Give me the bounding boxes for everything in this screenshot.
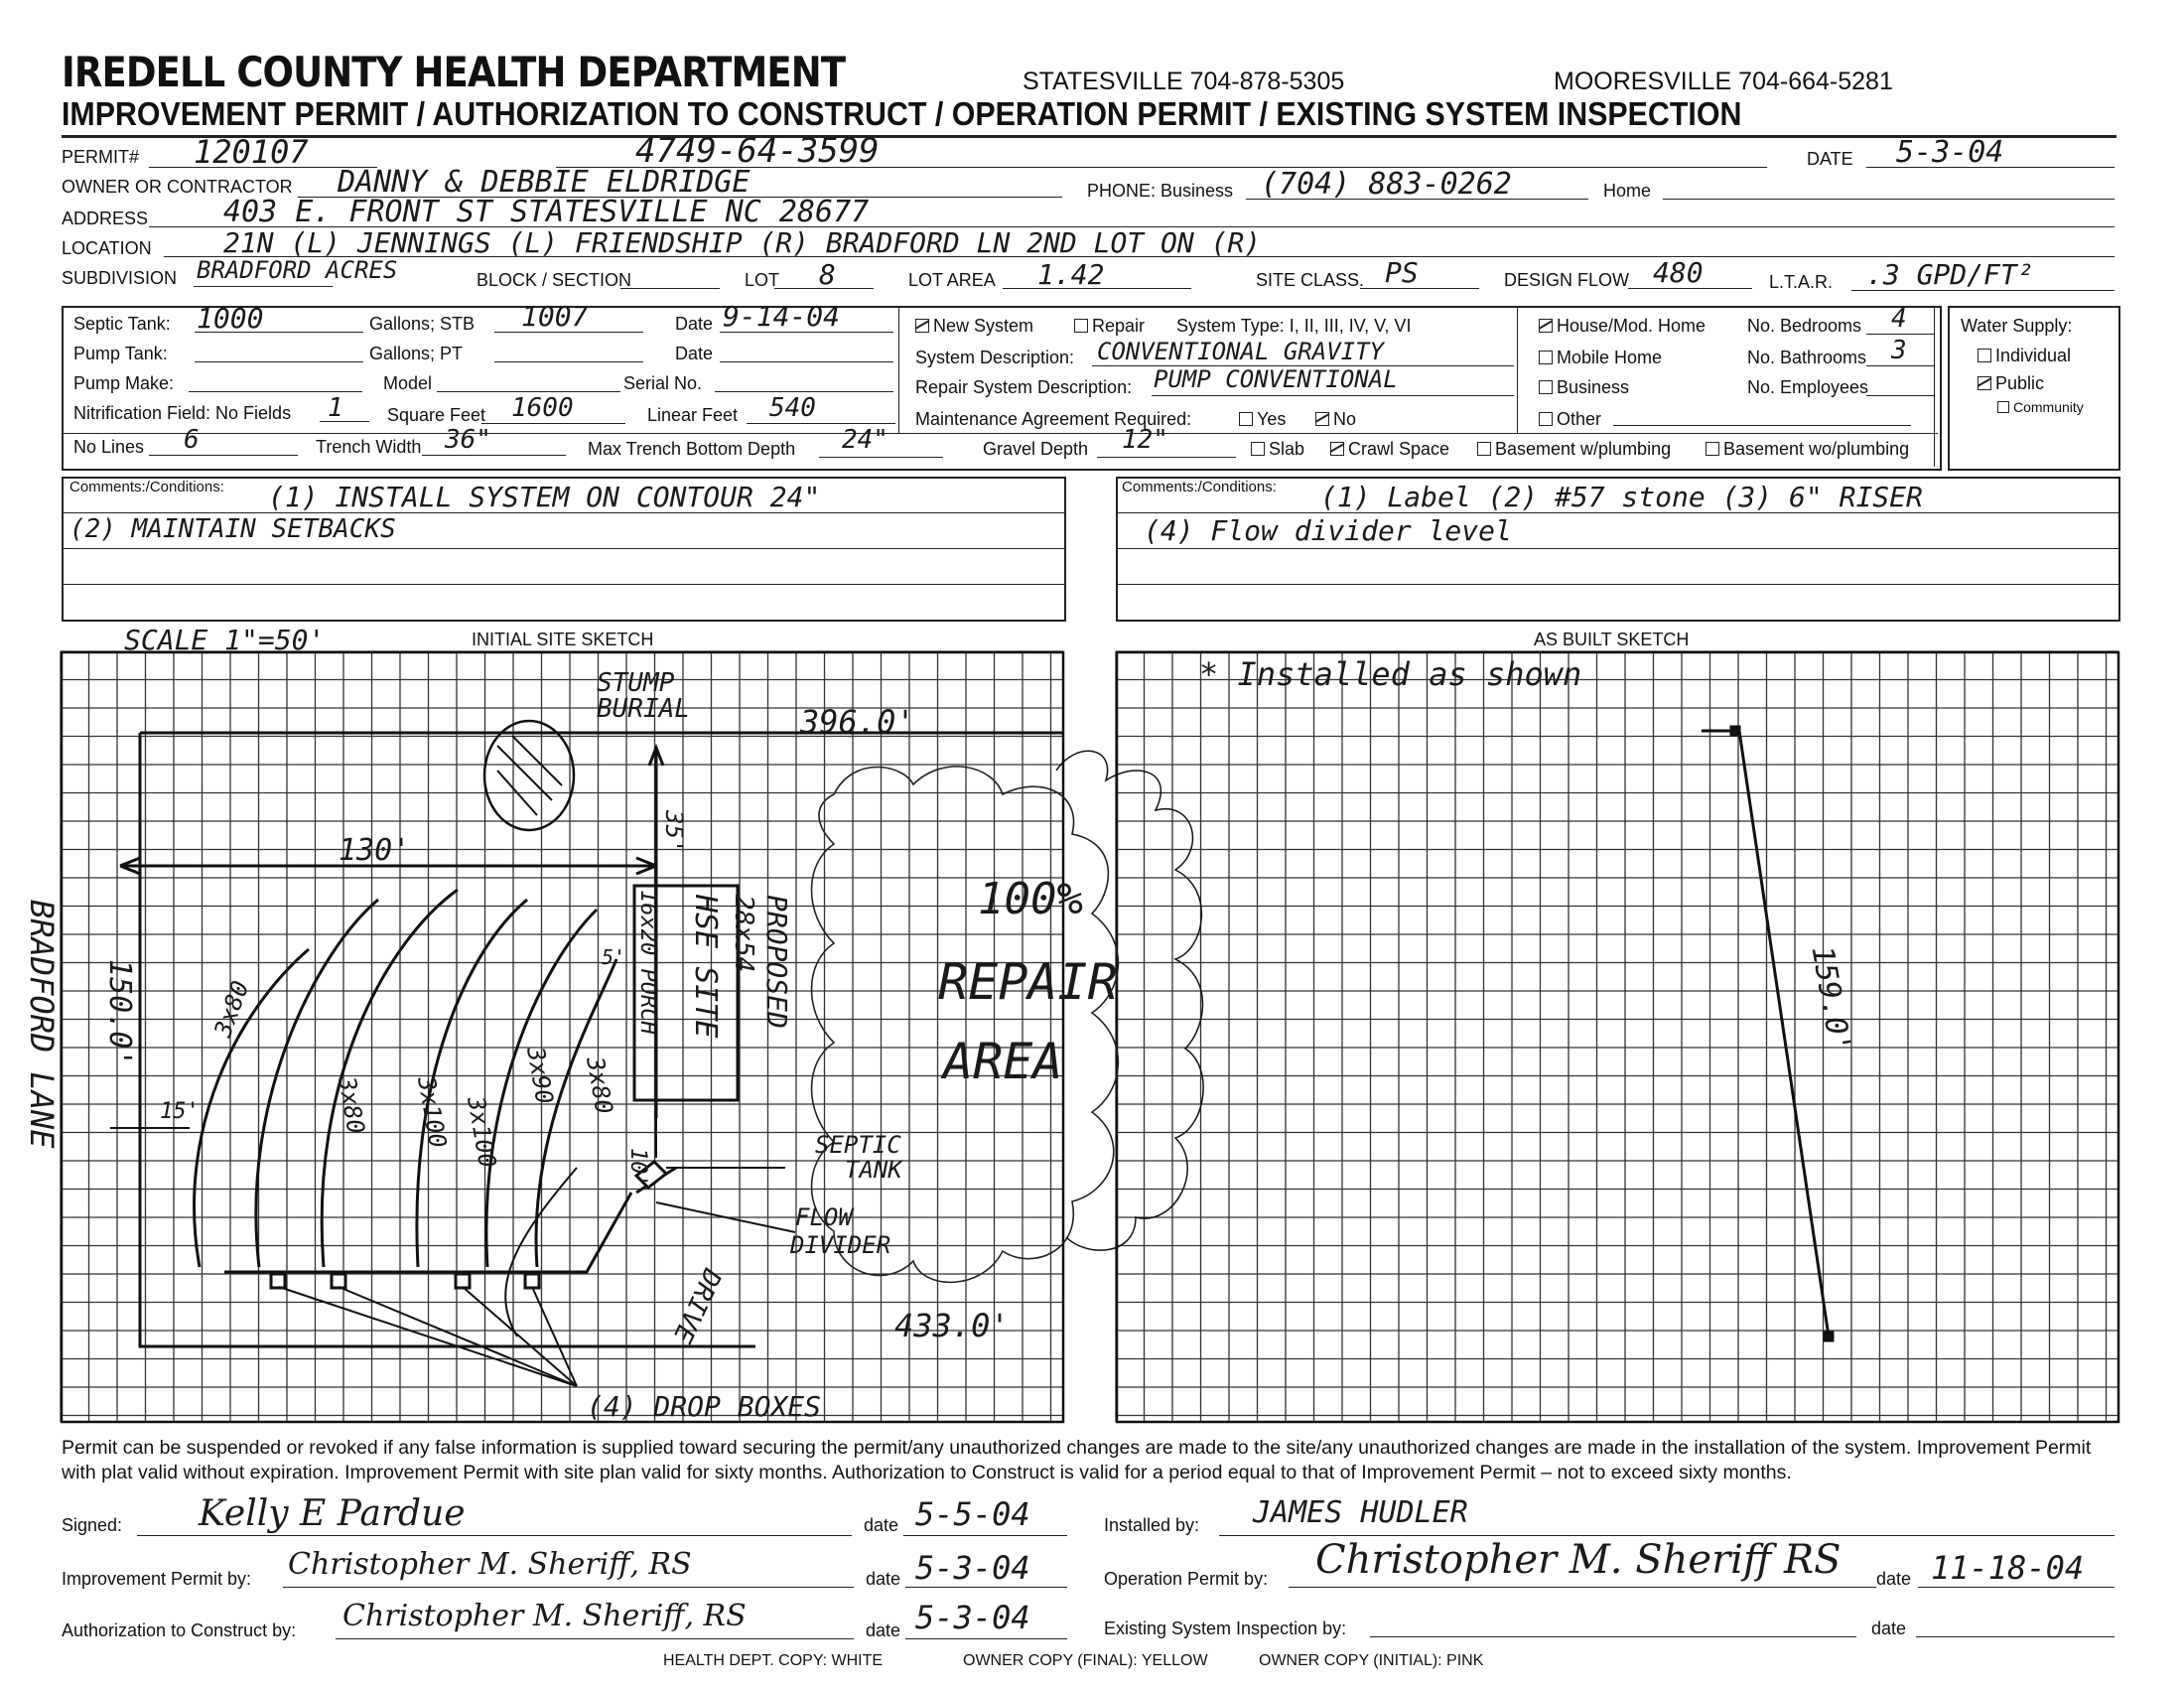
comment-left-1: (1) INSTALL SYSTEM ON CONTOUR 24" [268,481,821,513]
individual-checkbox[interactable]: Individual [1978,346,2071,366]
pump-tank-label: Pump Tank: [73,344,168,363]
comment-left-2: (2) MAINTAIN SETBACKS [69,514,396,544]
sketch-label-d130: 130' [339,833,411,868]
parcel-number: 4749-64-3599 [635,131,880,171]
improvement-permit-label: Improvement Permit by: [62,1569,252,1589]
comment-right-1: (1) Label (2) #57 stone (3) 6" RISER [1320,481,1923,513]
max-depth-label: Max Trench Bottom Depth [588,439,796,459]
sketch-label-t2: 3x80 [333,1074,370,1136]
sketch-label-d433: 433.0' [894,1307,1010,1344]
sketch-label-d5: 5' [602,945,626,969]
linear-feet-value: 540 [769,393,816,423]
system-description-value: CONVENTIONAL GRAVITY [1097,338,1384,365]
form-subtitle: IMPROVEMENT PERMIT / AUTHORIZATION TO CONSTRUCT / OPERATION PERMIT / EXISTING SYSTEM INSPECTION [62,95,1742,132]
pump-make-label: Pump Make: [73,373,175,393]
repair-area-label: AREA [943,1033,1063,1090]
statesville-phone: STATESVILLE 704-878-5305 [1023,68,1345,95]
system-type-label: System Type: I, II, III, IV, V, VI [1176,316,1412,336]
new-system-checkbox[interactable]: New System [915,316,1033,337]
sketch-label-d396: 396.0' [800,703,915,741]
square-feet-value: 1600 [511,393,574,423]
gallons-stb-label: Gallons; STB [369,314,476,334]
basement-wo-checkbox[interactable]: Basement wo/plumbing [1706,439,1909,460]
sketch-label-t6: 3x80 [581,1055,618,1116]
signed-label: Signed: [62,1515,123,1535]
initial-sketch-title: INITIAL SITE SKETCH [472,630,654,649]
sketch-label-porch: 16x20 PORCH [635,890,660,1035]
sketch-label-d150: 150.0' [102,959,137,1067]
bathrooms-value: 3 [1891,336,1907,365]
sketch-label-d15: 15' [160,1099,200,1124]
repair-area-word: REPAIR [938,953,1118,1011]
sketch-label-size: 28x54 [729,895,758,973]
subdivision-label: SUBDIVISION [62,268,178,288]
site-class-value: PS [1385,256,1419,289]
slab-checkbox[interactable]: Slab [1251,439,1304,460]
sketch-label-d35: 35' [660,810,688,854]
improvement-permit-signature: Christopher M. Sheriff, RS [288,1547,692,1582]
square-feet-label: Square Feet [387,405,486,425]
public-checkbox[interactable]: Public [1978,373,2044,394]
installed-by-label: Installed by: [1104,1515,1200,1535]
water-supply-label: Water Supply: [1961,316,2073,336]
employees-label: No. Employees [1747,377,1869,397]
sketch-label-t3: 3x100 [412,1074,453,1151]
sketch-label-t5: 3x90 [521,1045,559,1106]
location-value: 21N (L) JENNINGS (L) FRIENDSHIP (R) BRADFORD LN 2ND LOT ON (R) [223,226,1262,259]
sketch-label-stump1: STUMP [597,668,675,698]
repair-description-label: Repair System Description: [915,377,1133,397]
comments-left-label: Comments:/Conditions: [69,479,224,495]
design-flow-value: 480 [1653,256,1704,289]
septic-tank-label: Septic Tank: [73,314,171,334]
sketch-label-flow1: FLOW [795,1203,853,1231]
copy-pink: OWNER COPY (INITIAL): PINK [1259,1652,1484,1669]
gravel-depth-value: 12" [1122,425,1168,455]
maintenance-yes-checkbox[interactable]: Yes [1239,409,1286,430]
existing-inspection-label: Existing System Inspection by: [1104,1619,1347,1638]
owner-label: OWNER OR CONTRACTOR [62,177,293,197]
scale-note: SCALE 1"=50' [124,624,326,656]
basement-w-checkbox[interactable]: Basement w/plumbing [1477,439,1671,460]
lot-area-label: LOT AREA [908,270,996,290]
repair-description-value: PUMP CONVENTIONAL [1154,365,1398,393]
installed-as-shown-note: * Installed as shown [1199,655,1582,693]
sketch-label-stump2: BURIAL [597,694,690,724]
existing-date-label: date [1871,1619,1907,1638]
trench-width-label: Trench Width [316,437,422,457]
house-checkbox[interactable]: House/Mod. Home [1539,316,1706,337]
sketch-label-drive: DRIVE [666,1264,727,1347]
lot-area-value: 1.42 [1037,258,1105,291]
no-lines-label: No Lines [73,437,145,457]
nitrification-label: Nitrification Field: No Fields [73,403,292,423]
design-flow-label: DESIGN FLOW [1504,270,1630,290]
model-label: Model [383,373,433,393]
sketch-label-t4: 3x100 [462,1094,502,1171]
comments-right-label: Comments:/Conditions: [1122,479,1277,495]
crawl-space-checkbox[interactable]: Crawl Space [1330,439,1449,460]
sketch-label-road: BRADFORD LANE [23,900,61,1149]
sketch-label-septic1: SEPTIC [815,1131,901,1159]
serial-label: Serial No. [623,373,703,393]
permit-date: 5-3-04 [1896,135,2004,170]
department-title: IREDELL COUNTY HEALTH DEPARTMENT [62,48,846,96]
sketch-label-flow2: DIVIDER [790,1231,891,1259]
authorization-date: 5-3-04 [915,1599,1030,1636]
sketch-label-proposed: PROPOSED [760,895,793,1029]
maintenance-no-checkbox[interactable]: No [1315,409,1356,430]
permit-number: 120107 [194,133,309,171]
mooresville-phone: MOORESVILLE 704-664-5281 [1554,68,1893,95]
stb-value: 1007 [521,300,589,333]
sketch-label-d10: 10' [625,1148,650,1188]
bedrooms-label: No. Bedrooms [1747,316,1862,336]
operation-permit-signature: Christopher M. Sheriff RS [1315,1537,1842,1583]
nit-fields-value: 1 [328,393,343,423]
phone-value: (704) 883-0262 [1261,167,1512,202]
no-lines-value: 6 [184,425,200,455]
sketch-label-hse: HSE SITE [688,895,723,1039]
sketch-label-drop: (4) DROP BOXES [587,1390,822,1423]
owner-value: DANNY & DEBBIE ELDRIDGE [338,165,751,200]
address-value: 403 E. FRONT ST STATESVILLE NC 28677 [223,195,870,229]
authorization-date-label: date [866,1620,901,1640]
business-checkbox[interactable]: Business [1539,377,1629,398]
date-label: DATE [1807,149,1853,169]
pump-date-label: Date [675,344,714,363]
copy-white: HEALTH DEPT. COPY: WHITE [663,1652,884,1669]
copy-yellow: OWNER COPY (FINAL): YELLOW [963,1652,1208,1669]
subdivision-value: BRADFORD ACRES [197,256,398,284]
comment-right-2: (4) Flow divider level [1144,514,1512,547]
repair-checkbox[interactable]: Repair [1074,316,1145,337]
location-label: LOCATION [62,238,152,258]
septic-tank-value: 1000 [197,302,264,335]
gallons-pt-label: Gallons; PT [369,344,464,363]
authorization-label: Authorization to Construct by: [62,1620,297,1640]
max-depth-value: 24" [842,425,888,455]
other-checkbox[interactable]: Other [1539,409,1601,430]
as-built-sketch-title: AS BUILT SKETCH [1534,630,1690,649]
authorization-signature: Christopher M. Sheriff, RS [342,1599,747,1633]
lot-label: LOT [745,270,780,290]
bedrooms-value: 4 [1891,304,1907,334]
repair-area-percent: 100% [978,874,1083,924]
installed-by-value: JAMES HUDLER [1253,1495,1468,1530]
improvement-date-label: date [866,1569,901,1589]
improvement-date: 5-3-04 [915,1549,1030,1587]
bathrooms-label: No. Bathrooms [1747,348,1867,367]
signed-signature: Kelly E Pardue [199,1493,466,1534]
septic-date-label: Date [675,314,714,334]
site-class-label: SITE CLASS. [1256,270,1365,290]
address-label: ADDRESS [62,209,149,228]
operation-date: 11-18-04 [1931,1549,2085,1587]
signed-date-label: date [864,1515,899,1535]
home-phone-label: Home [1603,181,1652,201]
septic-date-value: 9-14-04 [723,300,841,333]
linear-feet-label: Linear Feet [647,405,739,425]
operation-date-label: date [1876,1569,1912,1589]
ltar-value: .3 GPD/FT² [1866,258,2034,291]
permit-label: PERMIT# [62,147,140,167]
operation-permit-label: Operation Permit by: [1104,1569,1269,1589]
lot-value: 8 [819,258,836,291]
trench-width-value: 36" [445,425,491,455]
gravel-depth-label: Gravel Depth [983,439,1089,459]
sketch-label-t1: 3x80 [208,977,255,1042]
phone-label: PHONE: Business [1087,181,1234,201]
ltar-label: L.T.A.R. [1769,272,1834,292]
mobile-home-checkbox[interactable]: Mobile Home [1539,348,1662,368]
signed-date: 5-5-04 [915,1495,1030,1533]
maintenance-label: Maintenance Agreement Required: [915,409,1192,429]
sketch-label-septic2: TANK [845,1156,902,1184]
permit-notice: Permit can be suspended or revoked if any false information is supplied toward securing the permit/any unauthorized changes are made to the site/any unauthorized changes are made in the installation of the system. Improvement Permit with plat valid without expiration. Improvement Permit with site plan valid for sixty months. Authorization to Construct is valid for a period equal to that of Improvement Permit – not to exceed sixty months. [62,1437,2092,1483]
community-checkbox[interactable]: Community [1997,399,2084,415]
system-description-label: System Description: [915,348,1075,367]
as-built-dimension: 159.0' [1804,943,1857,1056]
block-label: BLOCK / SECTION [477,270,632,290]
